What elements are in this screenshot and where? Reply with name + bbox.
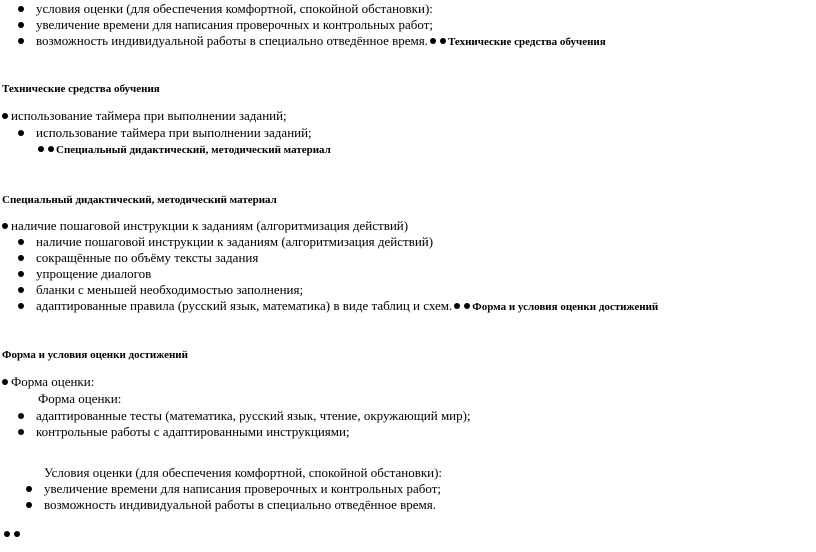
list-item: увеличение времени для написания проверочных и контрольных работ; (18, 17, 433, 33)
bullet-icon (18, 255, 24, 261)
list-item: контрольные работы с адаптированными инструкциями; (18, 424, 350, 440)
bullet-icon (26, 502, 32, 508)
list-item: адаптированные правила (русский язык, математика) в виде таблиц и схем. Форма и условия оценки достижений (18, 298, 658, 315)
bullet-icon (18, 271, 24, 277)
list-item: бланки с меньшей необходимостью заполнения; (18, 282, 303, 298)
bullet-icon (2, 113, 8, 119)
bullet-icon (464, 303, 470, 309)
list-item: использование таймера при выполнении заданий; (18, 125, 312, 141)
bullet-icon (18, 287, 24, 293)
bullet-icon (48, 146, 54, 152)
bullet-icon (18, 130, 24, 136)
list-item: Специальный дидактический, методический материал (36, 141, 331, 158)
list-item: упрощение диалогов (18, 266, 151, 282)
list-item: наличие пошаговой инструкции к заданиям (алгоритмизация действий) (2, 218, 408, 234)
bullet-icon (18, 38, 24, 44)
list-item: адаптированные тесты (математика, русский язык, чтение, окружающий мир); (18, 408, 471, 424)
list-item: сокращённые по объёму тексты задания (18, 250, 258, 266)
bullet-icon (2, 379, 8, 385)
bullet-icon (2, 223, 8, 229)
trailing-bullets (2, 526, 22, 542)
list-item: увеличение времени для написания проверочных и контрольных работ; (26, 481, 441, 497)
bullet-icon (26, 486, 32, 492)
bullet-icon (18, 413, 24, 419)
bullet-icon (18, 239, 24, 245)
bullet-icon (4, 531, 10, 537)
section-heading: Технические средства обучения (2, 83, 160, 95)
list-item: возможность индивидуальной работы в специально отведённое время. (26, 497, 436, 513)
list-item: Форма оценки: (2, 374, 94, 390)
section-heading: Форма и условия оценки достижений (2, 349, 188, 361)
bullet-icon (18, 429, 24, 435)
subheading: Форма оценки: (38, 391, 122, 406)
list-item: условия оценки (для обеспечения комфортной, спокойной обстановки): (18, 1, 433, 17)
bullet-icon (430, 38, 436, 44)
bullet-icon (440, 38, 446, 44)
section-heading: Специальный дидактический, методический материал (2, 194, 277, 206)
list-item: наличие пошаговой инструкции к заданиям (алгоритмизация действий) (18, 234, 433, 250)
bullet-icon (18, 6, 24, 12)
list-item: возможность индивидуальной работы в специально отведённое время. Технические средства обучения (18, 33, 606, 50)
bullet-icon (38, 146, 44, 152)
subheading: Условия оценки (для обеспечения комфортной, спокойной обстановки): (44, 465, 443, 480)
bullet-icon (14, 531, 20, 537)
bullet-icon (18, 303, 24, 309)
list-item: использование таймера при выполнении заданий; (2, 108, 287, 124)
bullet-icon (454, 303, 460, 309)
bullet-icon (18, 22, 24, 28)
